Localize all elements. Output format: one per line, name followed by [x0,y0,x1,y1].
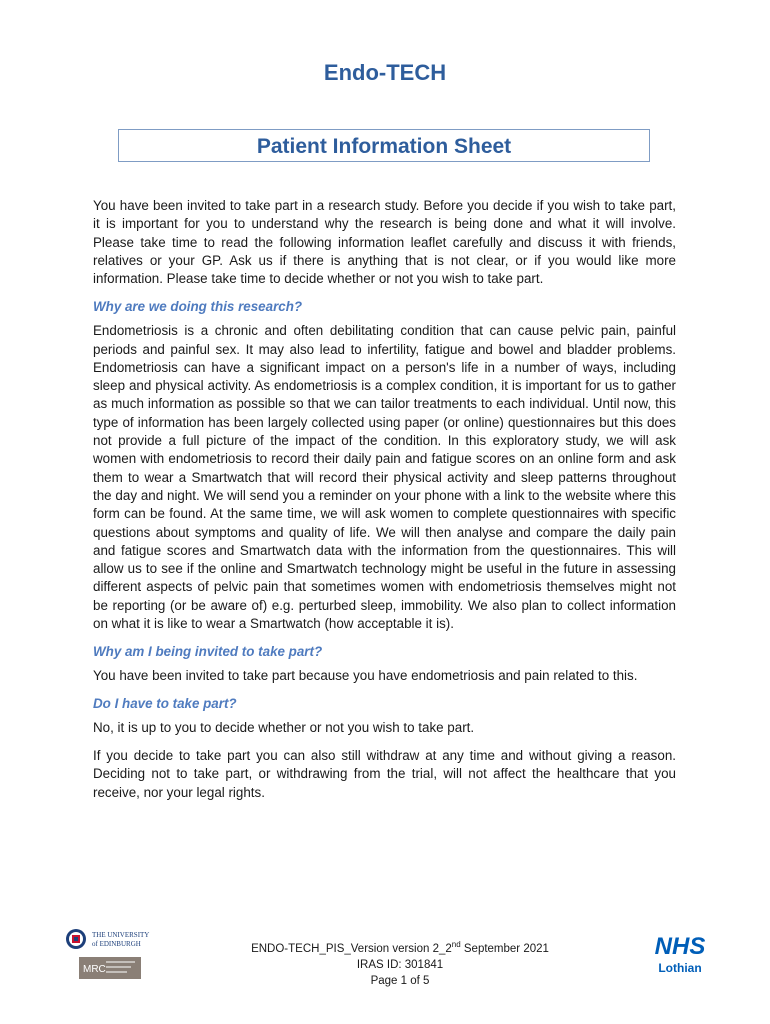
section-heading: Do I have to take part? [93,695,237,711]
section-paragraph: No, it is up to you to decide whether or not you wish to take part. [93,720,475,736]
version-suffix: September 2021 [460,942,549,955]
section-paragraph: If you decide to take part you can also still withdraw at any time and without giving a reason. Deciding not to take part, or withdrawing from the trial, will not affect the healthcare that you receive, nor your legal rights. [93,748,676,800]
mrc-text: MRC [83,964,106,975]
section-heading: Why are we doing this research? [93,298,303,314]
university-of-edinburgh-logo [64,927,164,958]
nhs-region: Lothian [658,961,702,975]
section-paragraph: You have been invited to take part because you have endometriosis and pain related to this. [93,668,638,684]
subtitle-box [118,129,650,162]
section-heading: Why am I being invited to take part? [93,643,323,659]
document-body [93,197,676,811]
footer [200,937,600,989]
nhs-text: NHS [654,933,706,960]
footer-version [200,937,600,957]
mrc-logo [79,957,141,984]
intro-paragraph: You have been invited to take part in a research study. Before you decide if you wish to take part, it is important for you to understand why the research is being done and what it will involve. Please take time to read the following information leaflet carefully and discuss it with friends, relatives or your GP. Ask us if there is anything that is not clear, or if you would like more information. Please take time to decide whether or not you wish to take part. [93,198,676,287]
section-paragraph: Endometriosis is a chronic and often debilitating condition that can cause pelvic pain, painful periods and painful sex. It may also lead to infertility, fatigue and bowel and bladder problems. Endometriosis can have a significant impact on a person's life in a number of ways, including sleep and physical activity. As endometriosis is a complex condition, it is important for us to gather as much information as possible so that we can tailor treatments to each individual. Until now, this type of information has been largely collected using paper (or online) questionnaires but this does not provide a full picture of the impact of the condition. In this exploratory study, we will ask women with endometriosis to record their daily pain and fatigue scores on an online form and ask them to wear a Smartwatch that will record their physical activity and sleep patterns throughout the day and night. We will send you a reminder on your phone with a link to the website where this form can be found. At the same time, we will ask women to complete questionnaires with specific questions about symptoms and quality of life. We will then analyse and compare the daily pain and fatigue scores and Smartwatch data with the information from the questionnaires. This will allow us to see if the online and Smartwatch technology might be useful in the future in assessing different aspects of pelvic pain that sometimes women with endometriosis themselves might not be reporting (or be aware of) e.g. perturbed sleep, immobility. We also plan to collect information on what it is like to wear a Smartwatch (how acceptable it is). [93,323,676,632]
uoe-line2: of EDINBURGH [92,940,141,948]
version-prefix: ENDO-TECH_PIS_Version version 2_2 [251,942,452,955]
uoe-line1: THE UNIVERSITY [92,931,150,939]
document-title: Endo-TECH [323,60,447,85]
footer-iras: IRAS ID: 301841 [356,958,444,971]
nhs-lothian-logo [648,930,712,981]
document-subtitle: Patient Information Sheet [256,135,512,158]
version-sup: nd [451,940,461,949]
footer-page: Page 1 of 5 [370,974,430,987]
